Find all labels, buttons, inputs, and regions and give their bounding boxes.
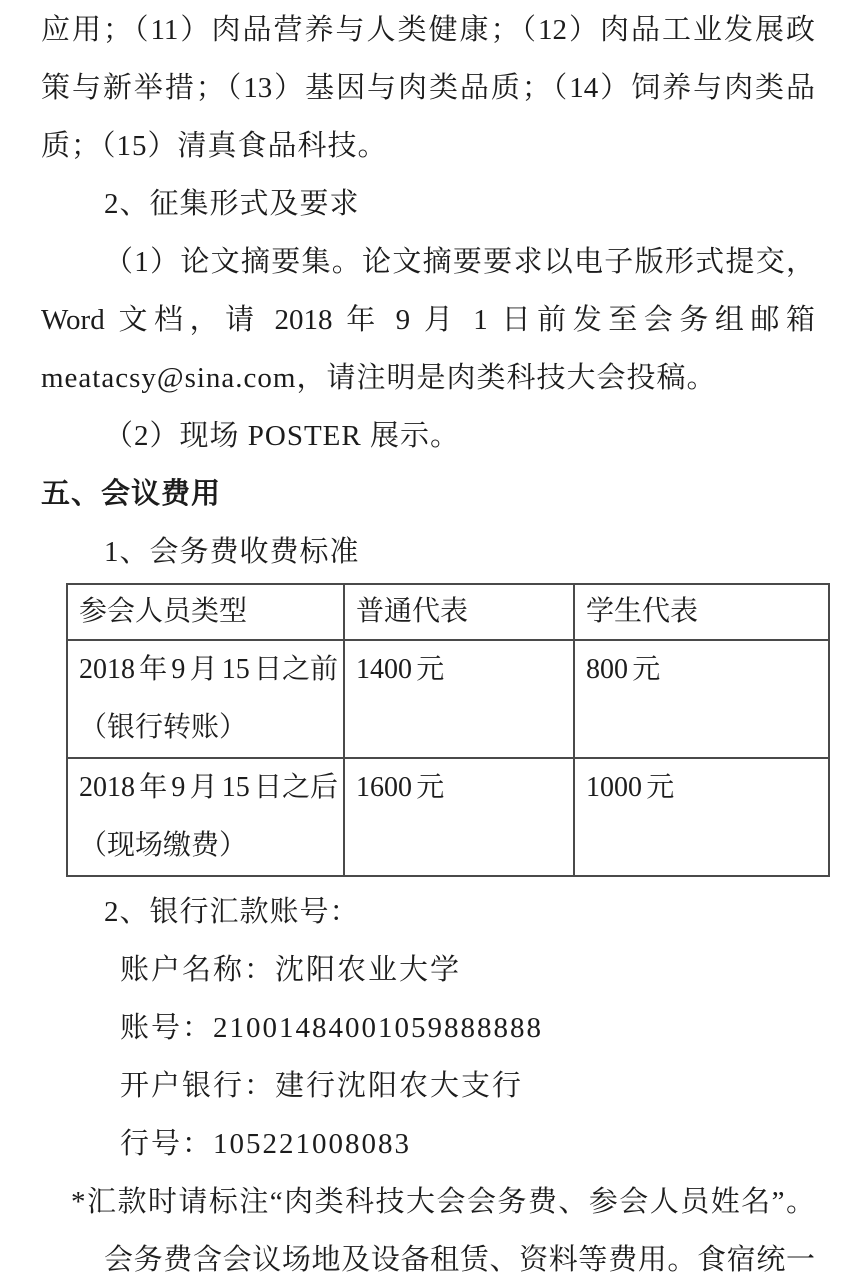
abstract-submission-line-1: （1）论文摘要集。论文摘要要求以电子版形式提交，	[104, 246, 815, 278]
fee-table	[66, 583, 830, 877]
fee-scope-line: 会务费含会议场地及设备租赁、资料等费用。食宿统一	[104, 1244, 815, 1276]
fee-value: 1000 元	[586, 772, 675, 803]
period-date-line: 2018 年 9 月 15 日之前	[79, 654, 339, 685]
fee-value: 800 元	[586, 654, 661, 685]
bank-account-number-line: 账号：21001484001059888888	[120, 1012, 544, 1044]
topics-paragraph-line-3: 质；（15）清真食品科技。	[41, 130, 388, 162]
bank-branch-line: 开户银行：建行沈阳农大支行	[120, 1070, 524, 1102]
fee-table-cell-regular-after	[344, 758, 574, 876]
fee-table-cell-student-after	[574, 758, 829, 876]
fee-table-cell-period-before	[67, 640, 344, 758]
fee-table-cell-regular-before	[344, 640, 574, 758]
fee-table-header-attendee-type: 参会人员类型	[67, 584, 344, 640]
poster-item-line: （2）现场 POSTER 展示。	[104, 420, 460, 452]
remittance-note-line: *汇款时请标注“肉类科技大会会务费、参会人员姓名”。	[71, 1186, 815, 1218]
topics-paragraph-line-1: 应用；（11）肉品营养与人类健康；（12）肉品工业发展政	[41, 14, 815, 46]
fee-table-row-after-deadline	[67, 758, 829, 876]
fee-table-header-student-delegate: 学生代表	[574, 584, 829, 640]
period-method-line: （现场缴费）	[79, 830, 248, 861]
abstract-submission-line-3-email: meatacsy@sina.com，请注明是肉类科技大会投稿。	[41, 362, 717, 394]
fee-value: 1600 元	[356, 772, 445, 803]
abstract-submission-line-2: Word 文档，请 2018 年 9 月 1 日前发至会务组邮箱	[41, 304, 815, 336]
fee-value: 1400 元	[356, 654, 445, 685]
period-date-line: 2018 年 9 月 15 日之后	[79, 772, 339, 803]
bank-code-line: 行号：105221008083	[120, 1128, 412, 1160]
fee-standard-subheading: 1、会务费收费标准	[104, 536, 360, 568]
bank-account-name-line: 账户名称：沈阳农业大学	[120, 954, 462, 986]
fee-table-row-before-deadline	[67, 640, 829, 758]
fee-table-header-row	[67, 584, 829, 640]
period-method-line: （银行转账）	[79, 712, 248, 743]
fee-table-cell-student-before	[574, 640, 829, 758]
topics-paragraph-line-2: 策与新举措；（13）基因与肉类品质；（14）饲养与肉类品	[41, 72, 815, 104]
fee-table-cell-period-after	[67, 758, 344, 876]
section-heading-conference-fees: 五、会议费用	[41, 478, 222, 510]
call-for-papers-subheading: 2、征集形式及要求	[104, 188, 360, 220]
bank-remittance-subheading: 2、银行汇款账号：	[104, 896, 360, 928]
fee-table-header-regular-delegate: 普通代表	[344, 584, 574, 640]
